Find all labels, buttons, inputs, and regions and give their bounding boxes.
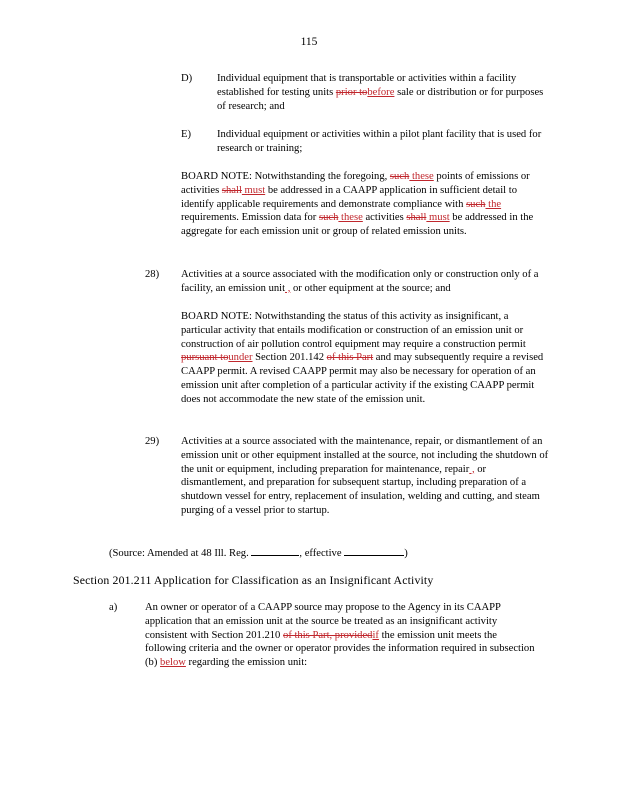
- date-blank: [344, 545, 404, 556]
- item-29-label: 29): [145, 436, 160, 447]
- board-note-2: BOARD NOTE: Notwithstanding the status of this activity as insignificant, a particular activity that entails modification or construction of an emission unit or construction of air pollution control equipment may require a construction permit pursuant tounder Section 201.142 of this Part and may subsequently require a revised CAAPP permit. A revised CAAPP permit may also be necessary for operation of an emission unit after completion of a particular activity if the existing CAAPP permit does not accommodate the new state of the emission unit.: [181, 311, 544, 405]
- page-number: 115: [300, 36, 318, 48]
- board-note-1: BOARD NOTE: Notwithstanding the foregoing, such these points of emissions or activities shall must be addressed in a CAAPP application in sufficient detail to identify applicable requirements and demonstrate compliance with such the requirements. Emission data for such these activities shall must be addressed in the aggregate for each emission unit or group of related emission units.: [181, 171, 534, 238]
- register-blank: [251, 545, 299, 556]
- item-a-label: a): [109, 602, 118, 613]
- item-28-label: 28): [145, 269, 160, 280]
- section-heading: Section 201.211 Application for Classification as an Insignificant Activity: [73, 573, 434, 587]
- item-e-text: Individual equipment or activities within a pilot plant facility that is used for research or training;: [217, 129, 542, 154]
- item-e-label: E): [181, 129, 191, 140]
- item-a-text: An owner or operator of a CAAPP source may propose to the Agency in its CAAPP application that an emission unit at the source be treated as an insignificant activity consistent with Section 201.210 of this Part, providedif the emission unit meets the following criteria and the owner or operator provides the information required in subsection (b) below regarding the emission unit:: [145, 602, 535, 669]
- inserted-text: before: [367, 86, 395, 98]
- deleted-text: prior to: [335, 86, 368, 98]
- item-29-text: Activities at a source associated with the maintenance, repair, or dismantlement of an emission unit or other equipment installed at the source, not including the shutdown of the unit or equipment, including preparation for maintenance, repair , or dismantlement, and preparation for subsequent startup, including preparation of a shutdown vessel for entry, replacement of insulation, welding and cutting, and steam purging of a vessel prior to startup.: [181, 436, 549, 516]
- source-note: (Source: Amended at 48 Ill. Reg. , effective ): [109, 545, 549, 561]
- item-28-text: Activities at a source associated with the modification only or construction only of a facility, an emission unit , or other equipment at the source; and: [181, 269, 539, 294]
- item-d-label: D): [181, 73, 193, 84]
- item-d-text: Individual equipment that is transportable or activities within a facility established for testing units prior tobefore sale or distribution or for purposes of research; and: [217, 73, 544, 112]
